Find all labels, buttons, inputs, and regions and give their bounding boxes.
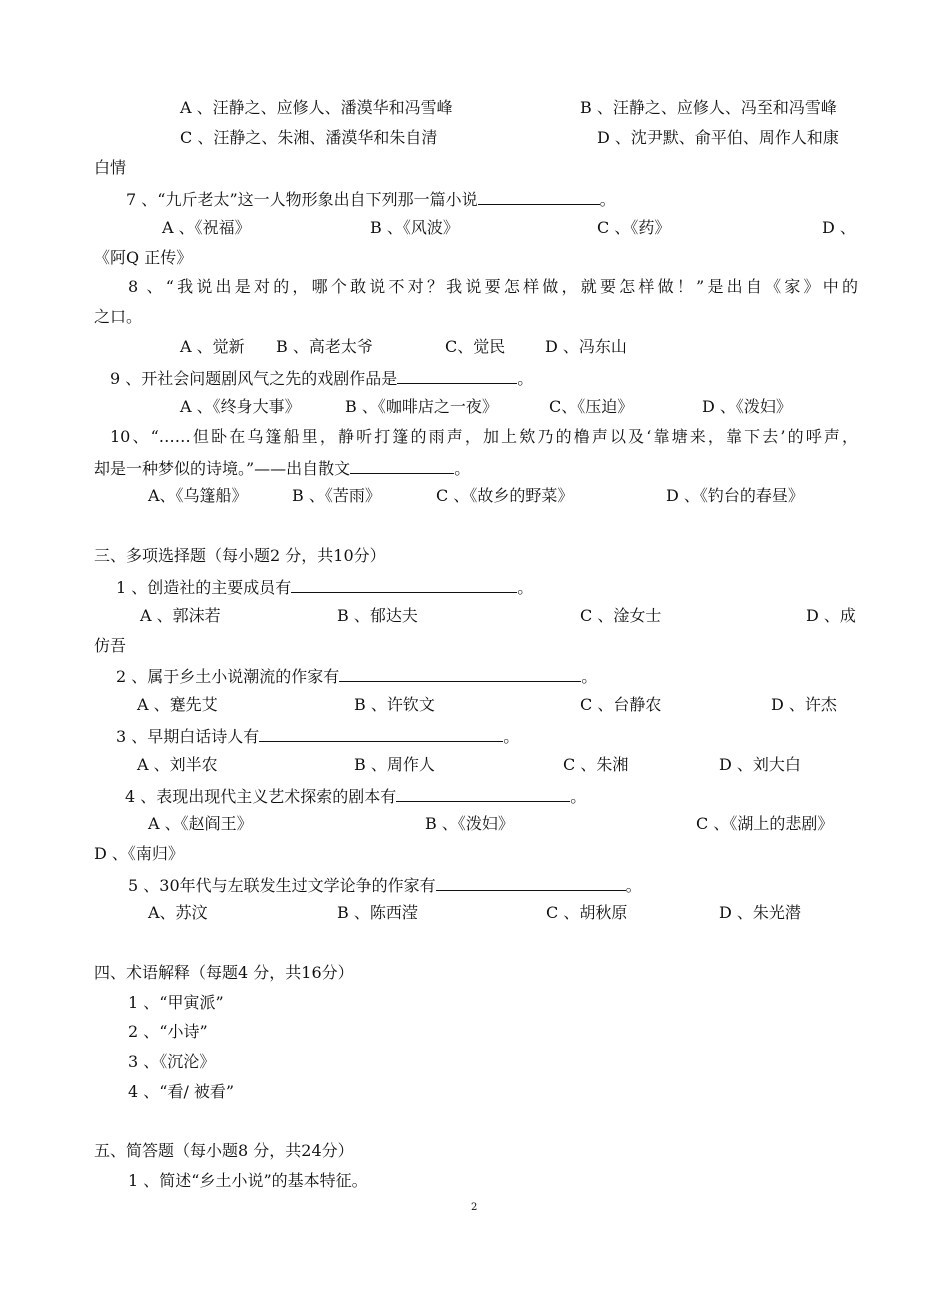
- q7-stem-end: 。: [599, 190, 616, 209]
- q6-option-d-continued: 白情: [94, 158, 127, 177]
- q7-option-c: C 、《药》: [597, 218, 671, 237]
- q7-answer-blank: [478, 188, 600, 205]
- section3-heading: 三、多项选择题（每小题2 分，共10分）: [94, 546, 386, 565]
- s3-q1-option-c: C 、淦女士: [580, 606, 662, 625]
- s3-q5-option-a: A、苏汶: [148, 903, 208, 922]
- q6-option-b: B 、汪静之、应修人、冯至和冯雪峰: [580, 98, 837, 117]
- s3-q1-stem-text: 1 、创造社的主要成员有: [116, 578, 292, 597]
- s3-q4-answer-blank: [396, 785, 570, 802]
- s3-q4-option-d: D 、《南归》: [94, 844, 184, 863]
- q10-stem-text: 却是一种梦似的诗境。”——出自散文: [94, 459, 351, 478]
- s3-q3-option-a: A 、刘半农: [137, 755, 218, 774]
- q9-option-c: C、《压迫》: [549, 397, 634, 416]
- s3-q1-option-b: B 、郁达夫: [337, 606, 418, 625]
- s3-q1-stem: [116, 576, 533, 598]
- s3-q3-stem: [116, 725, 519, 747]
- s3-q3-option-b: B 、周作人: [354, 755, 435, 774]
- q10-stem-line1: 10、“……但卧在乌篷船里，静听打篷的雨声，加上欸乃的橹声以及‘靠塘来，靠下去’的呼声，: [110, 427, 858, 446]
- q10-option-d: D 、《钓台的春昼》: [666, 486, 804, 505]
- s4-term-3: 3 、《沉沦》: [128, 1052, 216, 1071]
- s3-q2-option-c: C 、台静农: [580, 695, 662, 714]
- s3-q2-option-a: A 、蹇先艾: [137, 695, 218, 714]
- s3-q5-stem: [128, 874, 642, 896]
- s3-q2-stem-end: 。: [581, 667, 598, 686]
- s3-q1-stem-end: 。: [517, 578, 534, 597]
- s3-q2-option-b: B 、许钦文: [354, 695, 435, 714]
- s3-q2-stem: [116, 665, 597, 687]
- q6-option-c: C 、汪静之、朱湘、潘漠华和朱自清: [180, 128, 438, 147]
- s3-q2-answer-blank: [339, 665, 581, 682]
- s3-q3-option-c: C 、朱湘: [563, 755, 629, 774]
- s3-q3-option-d: D 、刘大白: [719, 755, 801, 774]
- q7-option-d-continued: 《阿Q 正传》: [94, 248, 193, 267]
- q8-option-c: C、觉民: [445, 337, 506, 356]
- s3-q5-option-b: B 、陈西滢: [337, 903, 418, 922]
- q9-option-d: D 、《泼妇》: [702, 397, 792, 416]
- s4-term-4: 4 、“看/ 被看”: [128, 1082, 235, 1101]
- q10-option-b: B 、《苦雨》: [292, 486, 381, 505]
- page-number: 2: [471, 1202, 478, 1213]
- s3-q1-answer-blank: [291, 576, 517, 593]
- q7-stem: [126, 188, 616, 210]
- section5-heading: 五、简答题（每小题8 分，共24分）: [94, 1141, 354, 1160]
- q10-option-a: A、《乌篷船》: [148, 486, 248, 505]
- s3-q2-stem-text: 2 、属于乡土小说潮流的作家有: [116, 667, 340, 686]
- s3-q3-stem-text: 3 、早期白话诗人有: [116, 727, 260, 746]
- q10-option-c: C 、《故乡的野菜》: [436, 486, 574, 505]
- s3-q1-option-d-continued: 仿吾: [94, 636, 127, 655]
- s3-q1-option-a: A 、郭沫若: [140, 606, 221, 625]
- s3-q4-option-b: B 、《泼妇》: [425, 814, 514, 833]
- q9-option-b: B 、《咖啡店之一夜》: [345, 397, 498, 416]
- s4-term-2: 2 、“小诗”: [128, 1022, 208, 1041]
- s4-term-1: 1 、“甲寅派”: [128, 993, 224, 1012]
- s3-q5-option-d: D 、朱光潜: [719, 903, 801, 922]
- q9-answer-blank: [397, 367, 517, 384]
- q8-option-d: D 、冯东山: [545, 337, 627, 356]
- q10-stem-line2: [94, 457, 470, 479]
- q10-stem-end: 。: [454, 459, 471, 478]
- s3-q3-answer-blank: [259, 725, 503, 742]
- q9-stem-text: 9 、开社会问题剧风气之先的戏剧作品是: [110, 369, 398, 388]
- q6-option-d: D 、沈尹默、俞平伯、周作人和康: [597, 128, 839, 147]
- s3-q5-option-c: C 、胡秋原: [546, 903, 628, 922]
- s5-question-1: 1 、简述“乡土小说”的基本特征。: [128, 1171, 368, 1190]
- s3-q4-option-a: A 、《赵阎王》: [148, 814, 253, 833]
- q8-option-b: B 、高老太爷: [276, 337, 373, 356]
- q7-stem-text: 7 、“九斤老太”这一人物形象出自下列那一篇小说: [126, 190, 478, 209]
- q8-stem-line2: 之口。: [94, 307, 143, 326]
- q7-option-d: D 、: [822, 218, 856, 237]
- s3-q4-option-c: C 、《湖上的悲剧》: [696, 814, 834, 833]
- q8-stem-line1: 8 、“我说出是对的，哪个敢说不对？我说要怎样做，就要怎样做！”是出自《家》中的: [128, 277, 858, 296]
- s3-q1-option-d: D 、成: [806, 606, 856, 625]
- q7-option-a: A 、《祝福》: [162, 218, 251, 237]
- s3-q2-option-d: D 、许杰: [771, 695, 837, 714]
- q9-stem: [110, 367, 533, 389]
- section4-heading: 四、术语解释（每题4 分，共16分）: [94, 963, 354, 982]
- q7-option-b: B 、《风波》: [370, 218, 459, 237]
- q9-stem-end: 。: [517, 369, 534, 388]
- s3-q4-stem-end: 。: [570, 787, 587, 806]
- q6-option-a: A 、汪静之、应修人、潘漠华和冯雪峰: [180, 98, 453, 117]
- s3-q5-answer-blank: [436, 874, 626, 891]
- q10-answer-blank: [350, 457, 454, 474]
- q9-option-a: A 、《终身大事》: [180, 397, 301, 416]
- s3-q5-stem-text: 5 、30年代与左联发生过文学论争的作家有: [128, 876, 436, 895]
- s3-q5-stem-end: 。: [625, 876, 642, 895]
- s3-q3-stem-end: 。: [503, 727, 520, 746]
- s3-q4-stem-text: 4 、表现出现代主义艺术探索的剧本有: [125, 787, 397, 806]
- s3-q4-stem: [125, 785, 586, 807]
- q8-option-a: A 、觉新: [180, 337, 245, 356]
